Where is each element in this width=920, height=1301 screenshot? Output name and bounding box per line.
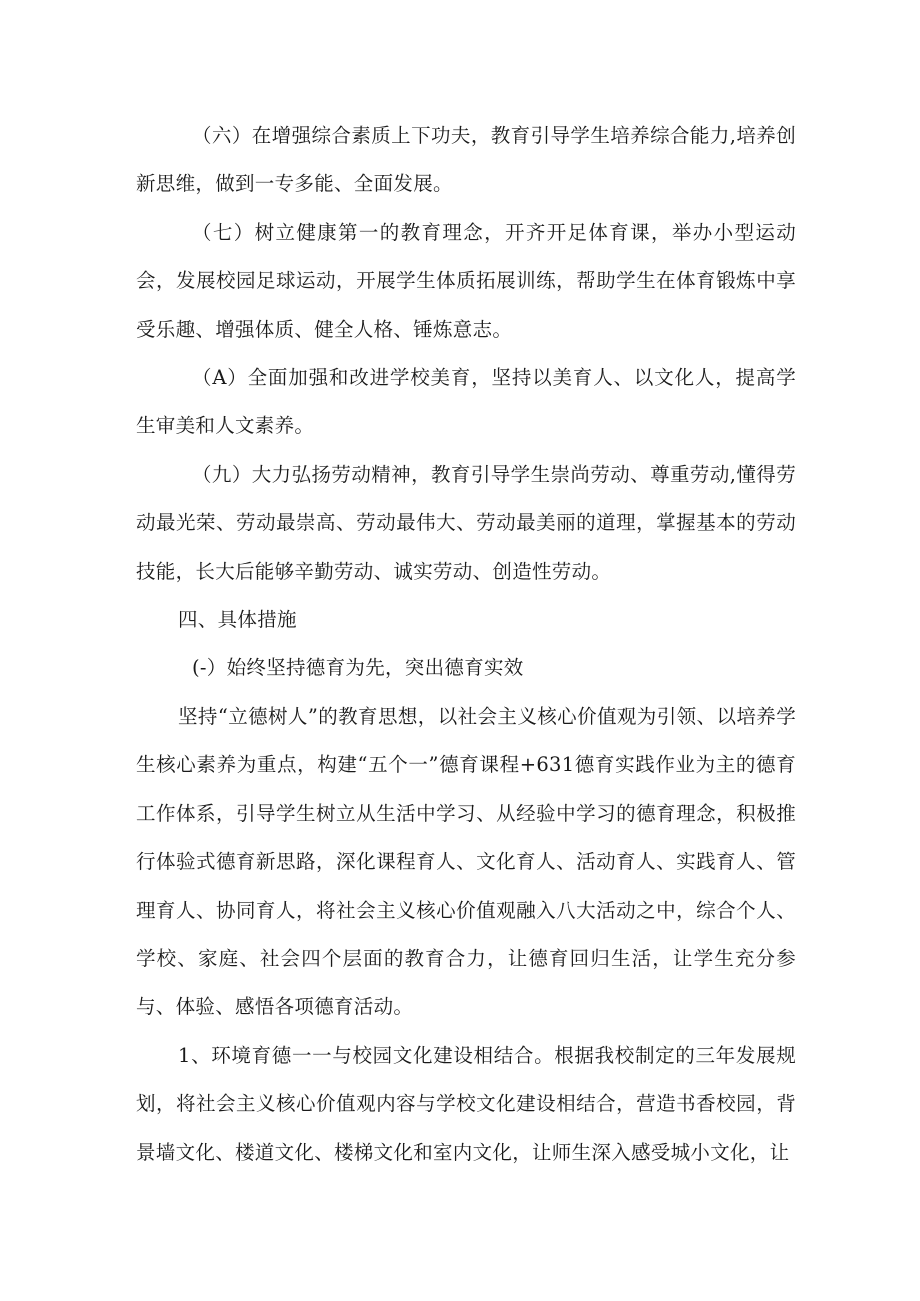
paragraph-item-7: （七）树立健康第一的教育理念，开齐开足体育课，举办小型运动会，发展校园足球运动，开展学生体质拓展训练，帮助学生在体育锻炼中享受乐趣、增强体质、健全人格、锤炼意志。 [136,220,796,341]
body-paragraph-1: 坚持“立德树人”的教育思想，以社会主义核心价值观为引领、以培养学生核心素养为重点，构建“五个一”德育课程+631德育实践作业为主的德育工作体系，引导学生树立从生活中学习、从经验中学习的德育理念，积极推行体验式德育新思路，深化课程育人、文化育人、活动育人、实践育人、管理育人、协同育人，将社会主义核心价值观融入八大活动之中，综合个人、学校、家庭、社会四个层面的教育合力，让德育回归生活，让学生充分参与、体验、感悟各项德育活动。 [136,704,796,1019]
sub-heading: (-）始终坚持德育为先，突出德育实效 [192,656,524,680]
paragraph-item-6: （六）在增强综合素质上下功夫，教育引导学生培养综合能力,培养创新思维，做到一专多能、全面发展。 [136,124,796,196]
body-paragraph-2: 1、环境育德一一与校园文化建设相结合。根据我校制定的三年发展规划，将社会主义核心价值观内容与学校文化建设相结合，营造书香校园，背景墙文化、楼道文化、楼梯文化和室内文化，让师生深入感受城小文化，让 [136,1043,796,1164]
section-heading: 四、具体措施 [178,608,297,632]
paragraph-item-8: （A）全面加强和改进学校美育，坚持以美育人、以文化人，提高学生审美和人文素养。 [136,366,796,438]
paragraph-item-9: （九）大力弘扬劳动精神，教育引导学生崇尚劳动、尊重劳动,懂得劳动最光荣、劳动最崇高、劳动最伟大、劳动最美丽的道理，掌握基本的劳动技能，长大后能够辛勤劳动、诚实劳动、创造性劳动。 [136,462,796,583]
document-page [136,112,796,1177]
